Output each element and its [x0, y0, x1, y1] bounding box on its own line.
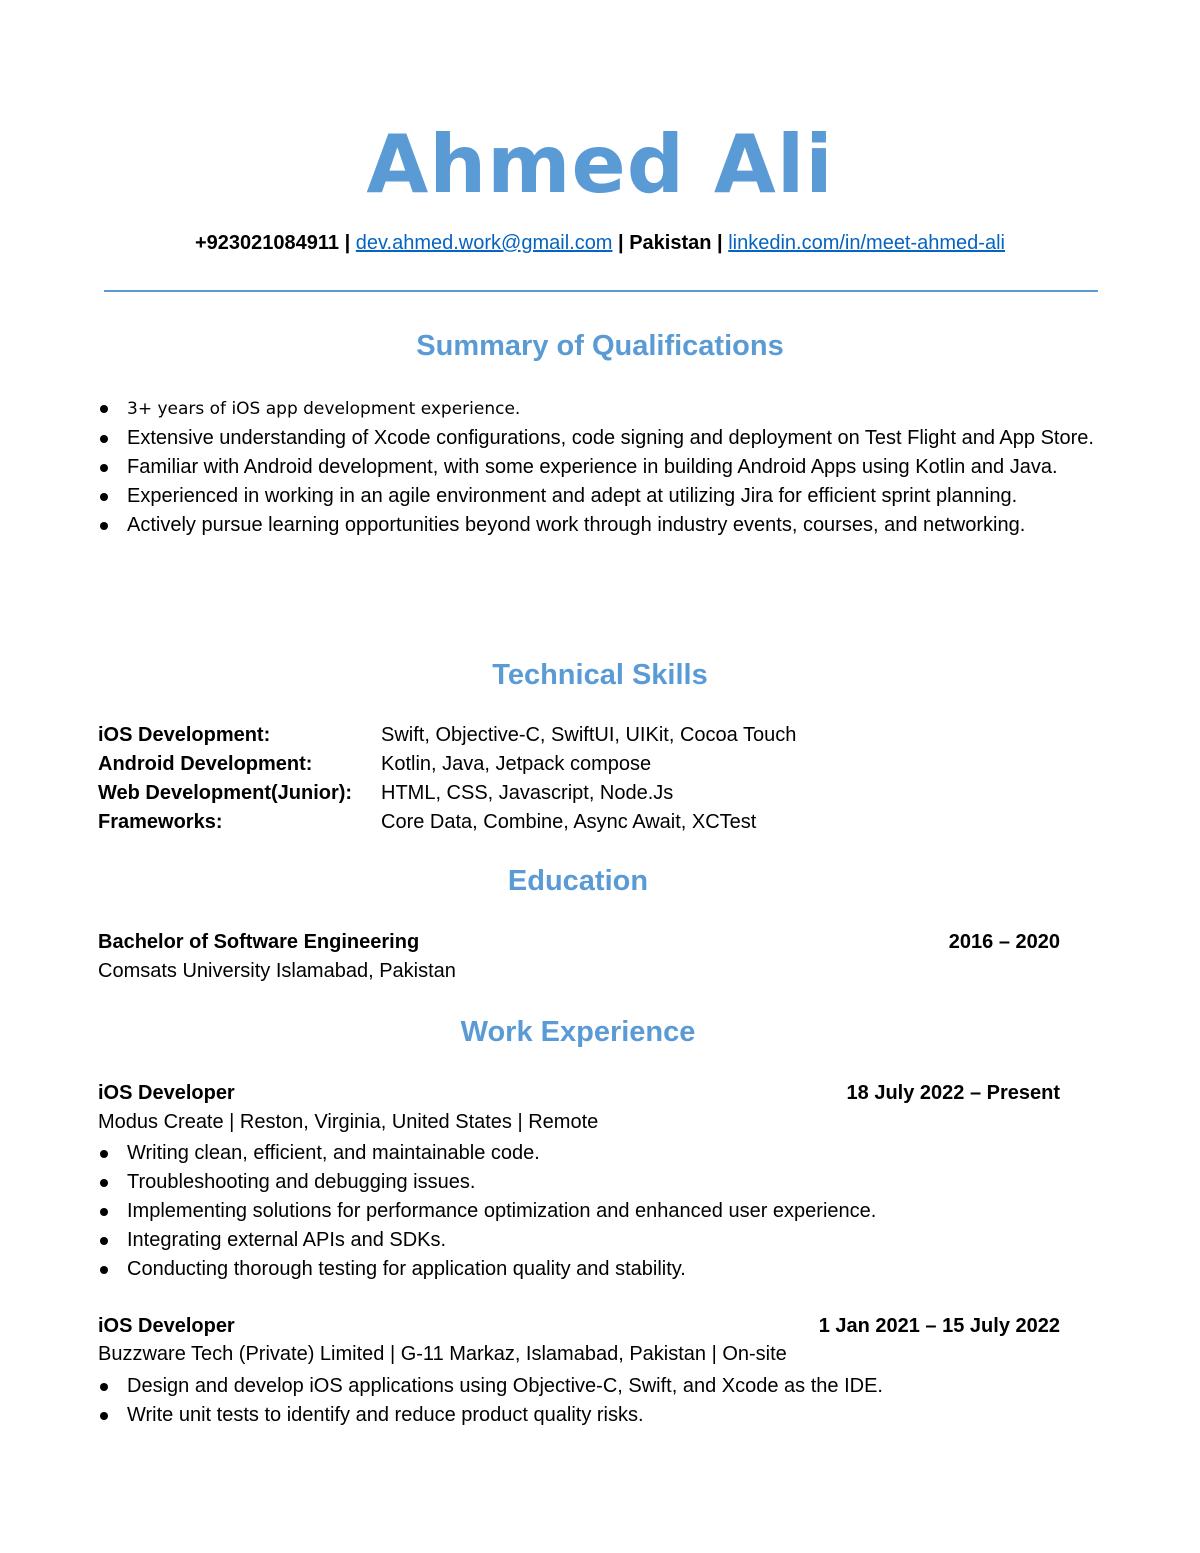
- school-name: Comsats University Islamabad, Pakistan: [98, 960, 456, 982]
- contact-line: [0, 232, 1200, 255]
- job-role: iOS Developer: [98, 1082, 235, 1104]
- skill-value: Kotlin, Java, Jetpack compose: [381, 753, 652, 775]
- bullet-icon: [100, 1237, 108, 1245]
- job-role: iOS Developer: [98, 1315, 235, 1337]
- skill-label: Android Development:: [98, 753, 313, 775]
- skill-value: Swift, Objective-C, SwiftUI, UIKit, Cocoa Touch: [381, 724, 797, 746]
- list-item: Experienced in working in an agile environment and adept at utilizing Jira for efficient sprint planning.: [98, 482, 1108, 511]
- bullet-icon: [100, 522, 108, 530]
- phone-number: +923021084911: [195, 232, 340, 254]
- skill-value: Core Data, Combine, Async Await, XCTest: [381, 811, 757, 833]
- email-link[interactable]: dev.ahmed.work@gmail.com: [355, 232, 613, 254]
- list-item: Write unit tests to identify and reduce product quality risks.: [98, 1401, 1108, 1430]
- skill-value: HTML, CSS, Javascript, Node.Js: [381, 782, 674, 804]
- list-item: Writing clean, efficient, and maintainable code.: [98, 1139, 1108, 1168]
- skill-row: [98, 721, 998, 750]
- job-dates: 1 Jan 2021 – 15 July 2022: [818, 1315, 1060, 1337]
- job-company: Modus Create | Reston, Virginia, United States | Remote: [98, 1111, 599, 1133]
- bullet-icon: [100, 1383, 108, 1391]
- skill-label: iOS Development:: [98, 724, 271, 746]
- list-item: Familiar with Android development, with some experience in building Android Apps using Kotlin and Java.: [98, 453, 1108, 482]
- list-item: Implementing solutions for performance optimization and enhanced user experience.: [98, 1197, 1108, 1226]
- skills-title: Technical Skills: [492, 659, 708, 691]
- degree-name: Bachelor of Software Engineering: [98, 931, 420, 953]
- skill-label: Frameworks:: [98, 811, 223, 833]
- job-dates: 18 July 2022 – Present: [846, 1082, 1060, 1104]
- bullet-icon: [100, 493, 108, 501]
- skill-row: [98, 750, 998, 779]
- bullet-icon: [100, 1412, 108, 1420]
- header-divider: [104, 290, 1098, 292]
- bullet-icon: [100, 1266, 108, 1274]
- bullet-icon: [100, 435, 108, 443]
- separator: |: [339, 232, 356, 254]
- list-item: 3+ years of iOS app development experience.: [98, 394, 1108, 424]
- list-item: Design and develop iOS applications using Objective-C, Swift, and Xcode as the IDE.: [98, 1372, 1108, 1401]
- bullet-icon: [100, 405, 108, 413]
- linkedin-link[interactable]: linkedin.com/in/meet-ahmed-ali: [728, 232, 1005, 254]
- skills-table: [98, 721, 998, 837]
- skill-row: [98, 808, 998, 837]
- candidate-name: Ahmed Ali: [366, 118, 834, 211]
- bullet-icon: [100, 1179, 108, 1187]
- summary-title: Summary of Qualifications: [416, 330, 784, 362]
- list-item: Integrating external APIs and SDKs.: [98, 1226, 1108, 1255]
- separator: |: [711, 232, 729, 254]
- bullet-icon: [100, 1150, 108, 1158]
- list-item: Extensive understanding of Xcode configurations, code signing and deployment on Test Flight and App Store.: [98, 424, 1108, 453]
- list-item: Actively pursue learning opportunities beyond work through industry events, courses, and networking.: [98, 511, 1108, 540]
- separator: |: [612, 232, 630, 254]
- skill-label: Web Development(Junior):: [98, 782, 353, 804]
- list-item: Troubleshooting and debugging issues.: [98, 1168, 1108, 1197]
- bullet-icon: [100, 1208, 108, 1216]
- job-duties-list: [98, 1139, 1108, 1284]
- bullet-icon: [100, 464, 108, 472]
- work-title: Work Experience: [460, 1016, 696, 1048]
- education-dates: 2016 – 2020: [948, 931, 1060, 953]
- job-duties-list: [98, 1372, 1108, 1430]
- skill-row: [98, 779, 998, 808]
- education-title: Education: [507, 865, 649, 897]
- summary-list: [98, 394, 1108, 540]
- list-item: Conducting thorough testing for application quality and stability.: [98, 1255, 1108, 1284]
- location: Pakistan: [629, 232, 712, 254]
- job-company: Buzzware Tech (Private) Limited | G-11 Markaz, Islamabad, Pakistan | On-site: [98, 1343, 787, 1365]
